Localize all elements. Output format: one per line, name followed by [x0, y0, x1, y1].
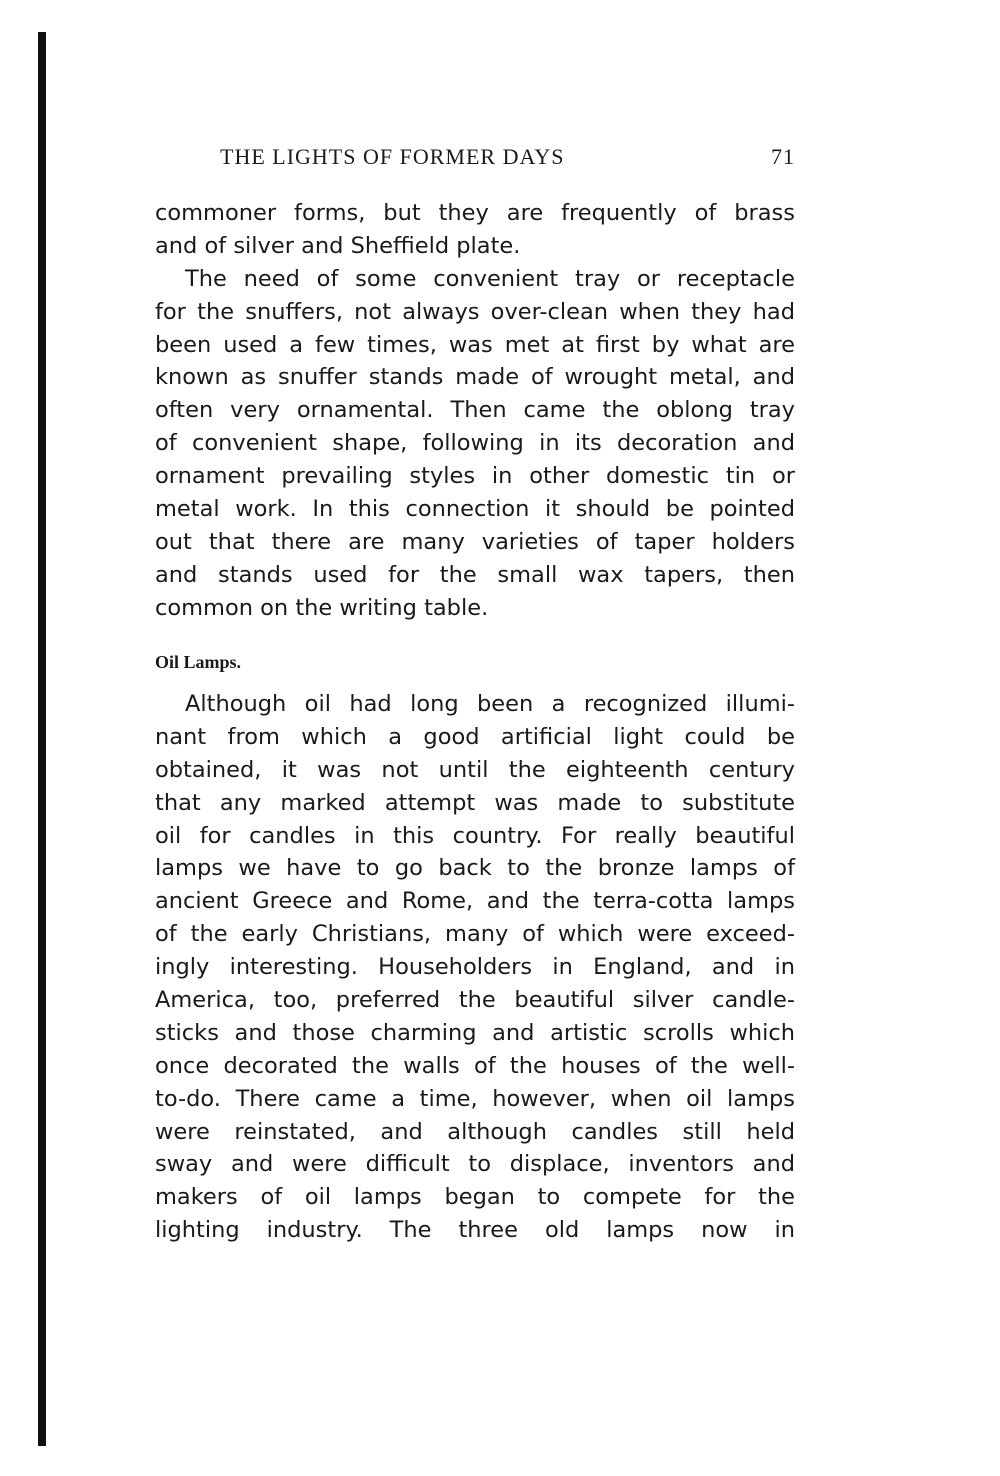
text-line: commoner forms, but they are frequently of brass — [155, 200, 795, 226]
text-line: ancient Greece and Rome, and the terra-cotta lamps — [155, 888, 795, 915]
page-binding-edge — [38, 32, 46, 1446]
section-heading: Oil Lamps. — [155, 652, 242, 672]
body-text-upper — [155, 197, 795, 625]
text-line: nant from which a good artificial light could be — [155, 723, 795, 750]
text-line: metal work. In this connection it should be pointed — [155, 496, 795, 523]
text-line: known as snuffer stands made of wrought metal, and — [155, 364, 795, 391]
text-line: The need of some convenient tray or receptacle — [185, 265, 795, 292]
text-line: oil for candles in this country. For really beautiful — [155, 822, 795, 849]
text-line: of the early Christians, many of which were exceed- — [155, 921, 795, 948]
text-line: sway and were difficult to displace, inventors and — [155, 1151, 795, 1178]
body-text-lower — [155, 688, 795, 1247]
text-line: to-do. There came a time, however, when oil lamps — [155, 1085, 795, 1112]
text-line: for the snuffers, not always over-clean when they had — [155, 298, 795, 325]
text-line: and of silver and Sheffield plate. — [155, 232, 521, 259]
text-line: lighting industry. The three old lamps now in — [155, 1217, 795, 1244]
text-line: been used a few times, was met at first by what are — [155, 331, 795, 358]
text-line: common on the writing table. — [155, 594, 489, 621]
text-line: sticks and those charming and artistic scrolls which — [155, 1019, 795, 1046]
text-line: of convenient shape, following in its decoration and — [155, 430, 795, 457]
text-line: ornament prevailing styles in other domestic tin or — [155, 463, 795, 490]
text-line: out that there are many varieties of taper holders — [155, 528, 795, 555]
text-line: often very ornamental. Then came the oblong tray — [155, 397, 795, 424]
text-line: makers of oil lamps began to compete for the — [155, 1184, 795, 1211]
running-title: THE LIGHTS OF FORMER DAYS — [220, 144, 565, 169]
text-line: that any marked attempt was made to substitute — [155, 789, 795, 816]
page-number: 71 — [771, 144, 795, 169]
text-line: Although oil had long been a recognized illumi- — [185, 691, 795, 717]
text-line: once decorated the walls of the houses of the well- — [155, 1052, 795, 1079]
running-head — [220, 144, 795, 180]
text-line: lamps we have to go back to the bronze lamps of — [155, 855, 795, 882]
text-line: America, too, preferred the beautiful silver candle- — [155, 987, 795, 1014]
text-line: were reinstated, and although candles still held — [155, 1118, 795, 1145]
text-line: obtained, it was not until the eighteenth century — [155, 756, 795, 783]
text-line: ingly interesting. Householders in England, and in — [155, 954, 795, 981]
text-line: and stands used for the small wax tapers, then — [155, 561, 795, 588]
